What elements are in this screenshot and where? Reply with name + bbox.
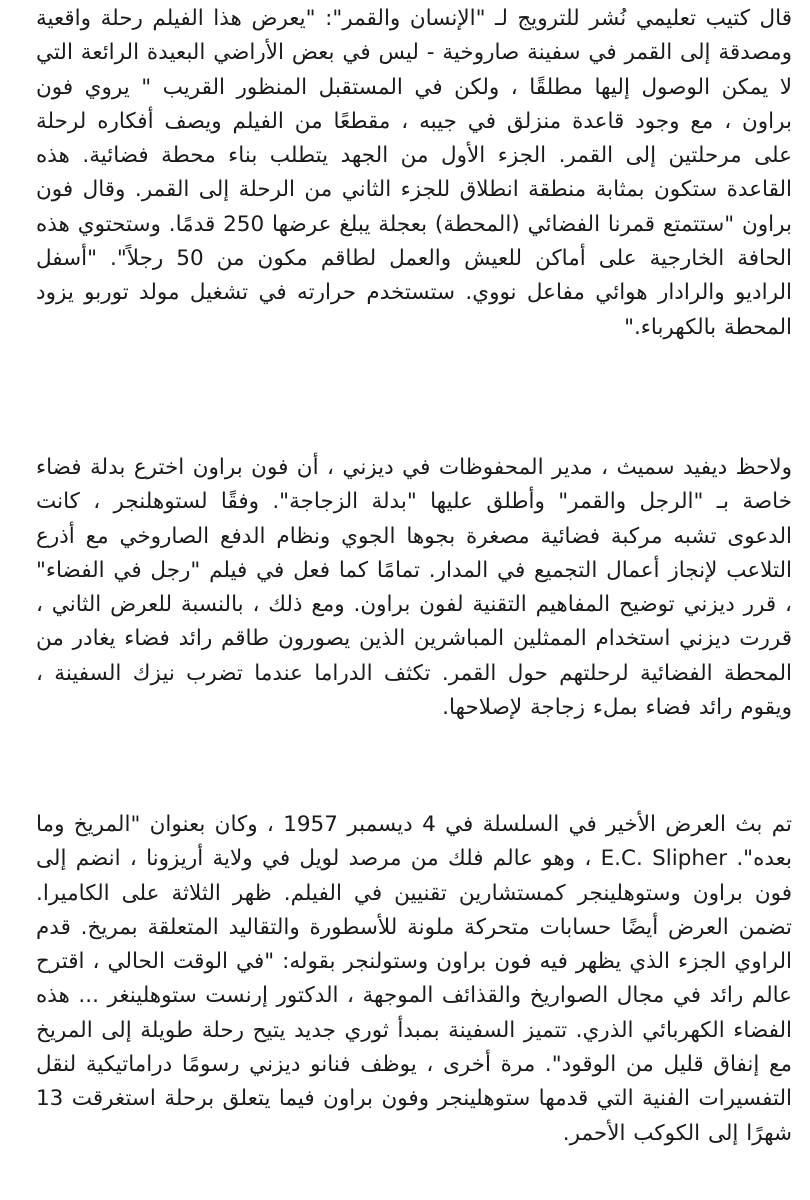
paragraph-man-and-moon: قال كتيب تعليمي نُشر للترويج لـ "الإنسان والقمر": "يعرض هذا الفيلم رحلة واقعية ومصدقة إلى القمر في سفينة صاروخية - ليس في بعض الأراضي البعيدة الرائعة التي لا يمكن الوصول إليها مطلقًا ، ولكن في المستقبل المنظور القريب " يروي فون براون ، مع وجود قاعدة منزلق في جيبه ، مقطعًا من الفيلم ويصف أفكاره لرحلة على مرحلتين إلى القمر. الجزء الأول من الجهد يتطلب بناء محطة فضائية. هذه القاعدة ستكون بمثابة منطقة انطلاق للجزء الثاني من الرحلة إلى القمر. وقال فون براون "ستتمتع قمرنا الفضائي (المحطة) بعجلة يبلغ عرضها 250 قدمًا. وستحتوي هذه الحافة الخارجية على أماكن للعيش والعمل لطاقم مكون من 50 رجلاً". "أسفل الراديو والرادار هوائي مفاعل نووي. ستستخدم حرارته في تشغيل مولد توربو يزود المحطة بالكهرباء." — [36, 6, 793, 340]
paragraph-bottle-suit: ولاحظ ديفيد سميث ، مدير المحفوظات في ديزني ، أن فون براون اخترع بدلة فضاء خاصة بـ "الرجل والقمر" وأطلق عليها "بدلة الزجاجة". وفقًا لستوهلنجر ، كانت الدعوى تشبه مركبة فضائية مصغرة بجوها الجوي ونظام الدفع الصاروخي مع أذرع التلاعب لإنجاز أعمال التجميع في المدار. تمامًا كما فعل في فيلم "رجل في الفضاء" ، قرر ديزني توضيح المفاهيم التقنية لفون براون. ومع ذلك ، بالنسبة للعرض الثاني ، قررت ديزني استخدام الممثلين المباشرين الذين يصورون طاقم رائد فضاء يغادر من المحطة الفضائية لرحلتهم حول القمر. تكثف الدراما عندما تضرب نيزك السفينة ، ويقوم رائد فضاء بملء زجاجة لإصلاحها. — [36, 455, 792, 721]
paragraph-mars-and-beyond: تم بث العرض الأخير في السلسلة في 4 ديسمبر 1957 ، وكان بعنوان "المريخ وما بعده". E.C. Slipher ، وهو عالم فلك من مرصد لويل في ولاية أريزونا ، انضم إلى فون براون وستوهلينجر كمستشارين تقنيين في الفيلم. ظهر الثلاثة على الكاميرا. تضمن العرض أيضًا حسابات متحركة ملونة للأسطورة والتقاليد المتعلقة بمريخ. قدم الراوي الجزء الذي يظهر فيه فون براون وستولنجر بقوله: "في الوقت الحالي ، اقترح عالم رائد في مجال الصواريخ والقذائف الموجهة ، الدكتور إرنست ستوهلينغر ... هذه الفضاء الكهربائي الذري. تتميز السفينة بمبدأ ثوري جديد يتيح رحلة طويلة إلى المريخ مع إنفاق قليل من الوقود". مرة أخرى ، يوظف فنانو ديزني رسومًا دراماتيكية لنقل التفسيرات الفنية التي قدمها ستوهلينجر وفون براون فيما يتعلق برحلة استغرقت 13 شهرًا إلى الكوكب الأحمر. — [36, 812, 793, 1146]
